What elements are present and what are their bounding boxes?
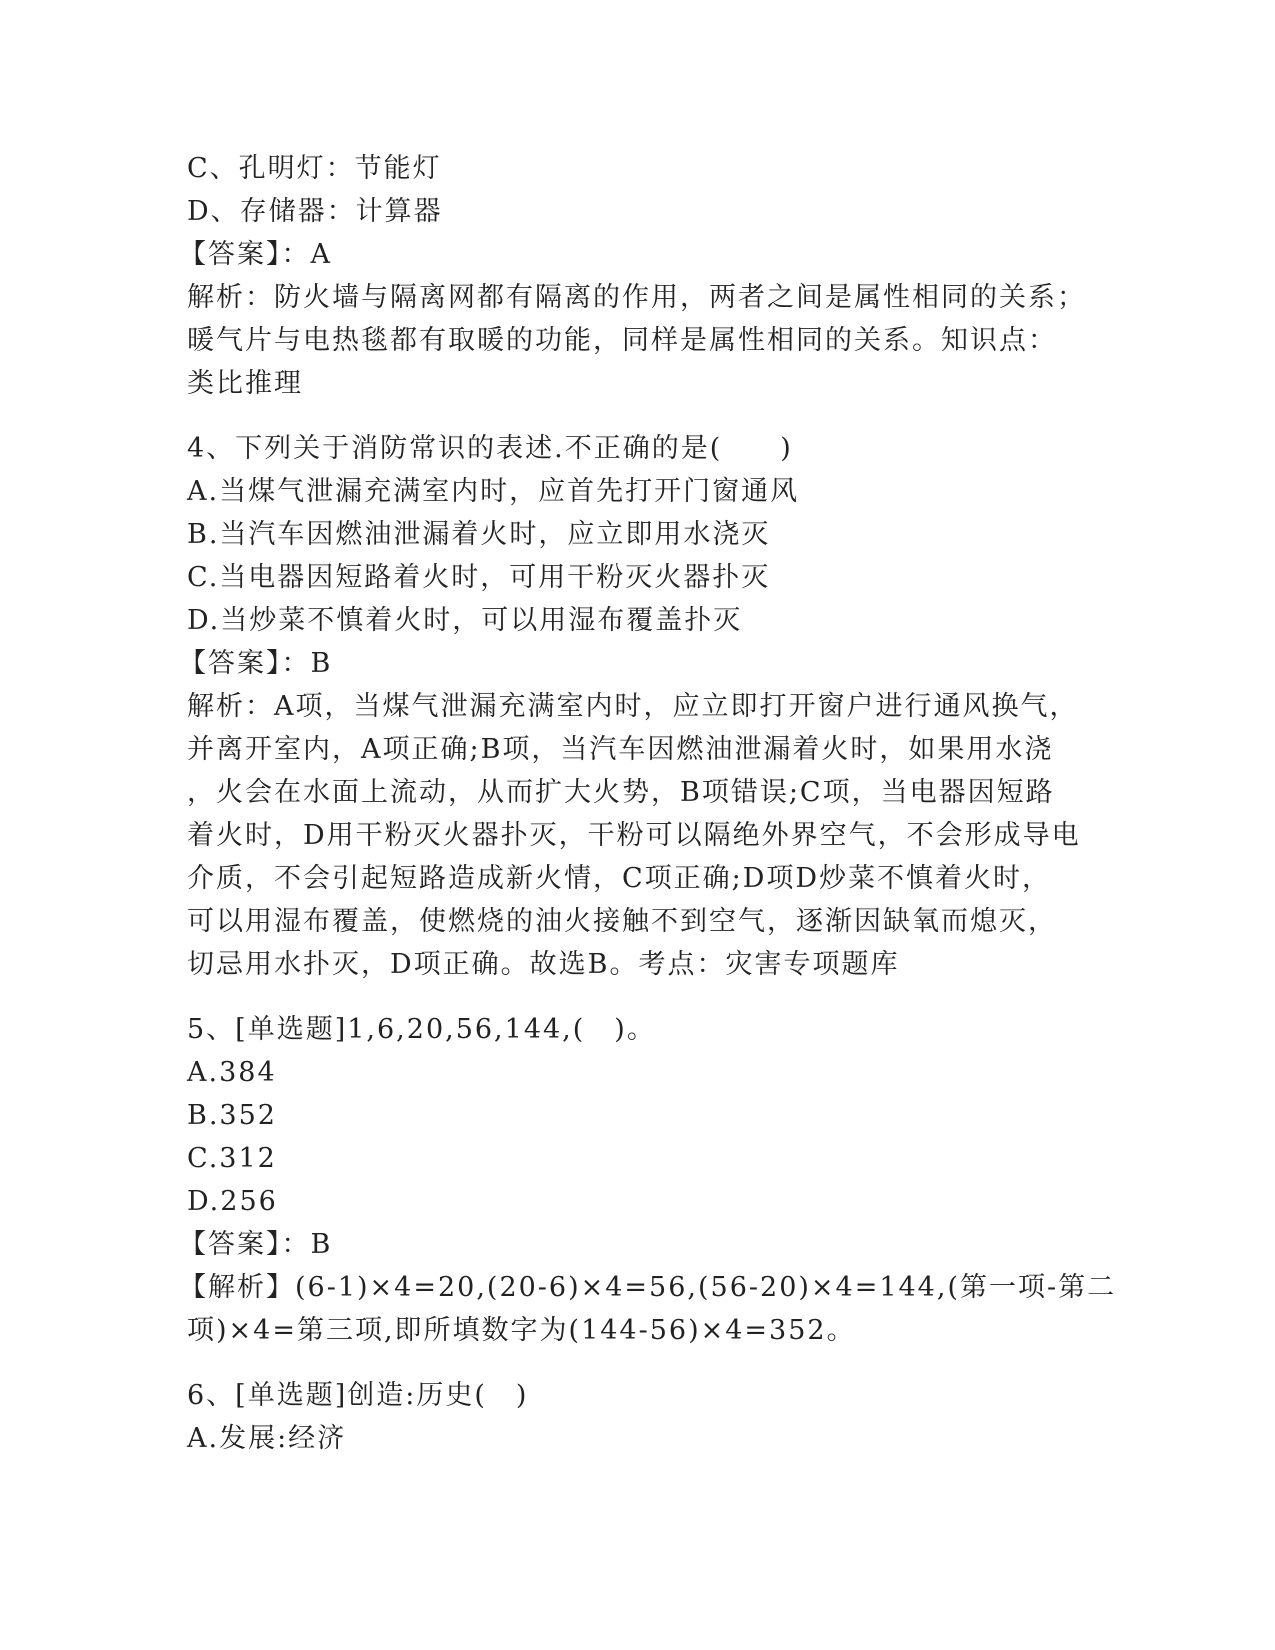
q3-option-d: D、存储器：计算器 (187, 196, 443, 227)
q5-analysis-line-1: 【解析】(6-1)×4=20,(20-6)×4=56,(56-20)×4=144,(第一项-第二 (179, 1272, 1117, 1303)
q4-analysis-line-7: 切忌用水扑灭，D项正确。故选B。考点：灾害专项题库 (187, 949, 900, 980)
q3-option-c: C、孔明灯：节能灯 (187, 153, 442, 184)
q4-analysis-line-4: 着火时，D用干粉灭火器扑灭，干粉可以隔绝外界空气，不会形成导电 (187, 820, 1081, 851)
question-6 (187, 1374, 1087, 1460)
q4-analysis-line-3: ，火会在水面上流动，从而扩大火势，B项错误;C项，当电器因短路 (187, 777, 1055, 808)
q4-title: 4、下列关于消防常识的表述.不正确的是( ) (187, 433, 793, 464)
question-4 (179, 427, 1087, 986)
q5-option-c: C.312 (187, 1143, 277, 1174)
q5-answer: 【答案】：B (179, 1229, 333, 1260)
q5-option-d: D.256 (187, 1186, 278, 1217)
q5-analysis-line-2: 项)×4=第三项,即所填数字为(144-56)×4=352。 (187, 1315, 856, 1346)
q6-title: 6、[单选题]创造:历史( ) (187, 1380, 529, 1411)
question-5 (179, 1008, 1117, 1352)
q4-option-b: B.当汽车因燃油泄漏着火时，应立即用水浇灭 (187, 519, 771, 550)
q4-option-d: D.当炒菜不慎着火时，可以用湿布覆盖扑灭 (187, 605, 743, 636)
q4-option-c: C.当电器因短路着火时，可用干粉灭火器扑灭 (187, 562, 771, 593)
q3-analysis-line-2: 暖气片与电热毯都有取暖的功能，同样是属性相同的关系。知识点： (187, 325, 1057, 356)
question-3-tail (179, 147, 1087, 405)
q4-answer: 【答案】：B (179, 648, 333, 679)
q4-option-a: A.当煤气泄漏充满室内时，应首先打开门窗通风 (187, 476, 800, 507)
document-content (179, 147, 1117, 1460)
q5-option-b: B.352 (187, 1100, 277, 1131)
q3-analysis-line-1: 解析：防火墙与隔离网都有隔离的作用，两者之间是属性相同的关系； (187, 282, 1086, 313)
q4-analysis-line-1: 解析：A项，当煤气泄漏充满室内时，应立即打开窗户进行通风换气， (187, 691, 1079, 722)
q4-analysis-line-5: 介质，不会引起短路造成新火情，C项正确;D项D炒菜不慎着火时， (187, 863, 1052, 894)
q4-analysis-line-6: 可以用湿布覆盖，使燃烧的油火接触不到空气，逐渐因缺氧而熄灭， (187, 906, 1057, 937)
q3-answer: 【答案】：A (179, 239, 332, 270)
q5-option-a: A.384 (187, 1057, 277, 1088)
q4-analysis-line-2: 并离开室内，A项正确;B项，当汽车因燃油泄漏着火时，如果用水浇 (187, 734, 1054, 765)
q3-analysis-line-3: 类比推理 (187, 368, 303, 399)
q5-title: 5、[单选题]1,6,20,56,144,( )。 (187, 1014, 656, 1045)
q6-option-a: A.发展:经济 (187, 1423, 347, 1454)
